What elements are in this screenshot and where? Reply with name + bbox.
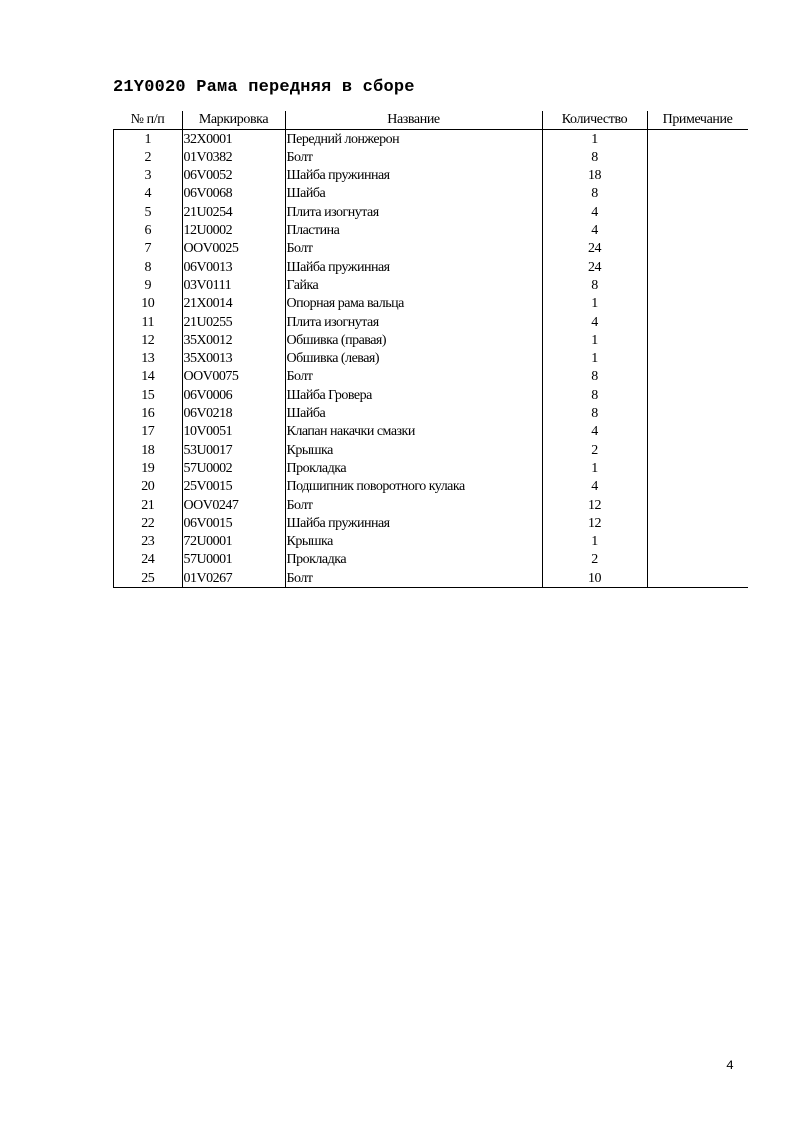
table-row: [114, 551, 748, 569]
table-row: [114, 185, 748, 203]
cell-qty: 1: [542, 130, 647, 149]
cell-name: Шайба пружинная: [285, 514, 542, 532]
cell-qty: 1: [542, 459, 647, 477]
cell-note: [647, 478, 748, 496]
cell-num: 21: [114, 496, 183, 514]
cell-mark: 06V0068: [182, 185, 285, 203]
table-row: [114, 258, 748, 276]
cell-mark: 21U0255: [182, 313, 285, 331]
table-row: [114, 313, 748, 331]
cell-note: [647, 386, 748, 404]
cell-note: [647, 368, 748, 386]
table-row: [114, 350, 748, 368]
cell-note: [647, 276, 748, 294]
cell-qty: 8: [542, 185, 647, 203]
cell-mark: 35X0012: [182, 331, 285, 349]
cell-mark: 25V0015: [182, 478, 285, 496]
cell-num: 13: [114, 350, 183, 368]
table-row: [114, 569, 748, 588]
cell-qty: 18: [542, 167, 647, 185]
cell-name: Шайба: [285, 185, 542, 203]
table-row: [114, 423, 748, 441]
cell-mark: OOV0075: [182, 368, 285, 386]
cell-qty: 4: [542, 203, 647, 221]
cell-num: 12: [114, 331, 183, 349]
header-name: Название: [285, 111, 542, 130]
cell-name: Плита изогнутая: [285, 313, 542, 331]
cell-mark: 72U0001: [182, 533, 285, 551]
cell-note: [647, 167, 748, 185]
cell-mark: 57U0002: [182, 459, 285, 477]
cell-num: 25: [114, 569, 183, 588]
table-row: [114, 167, 748, 185]
table-row: [114, 459, 748, 477]
cell-name: Прокладка: [285, 551, 542, 569]
cell-num: 1: [114, 130, 183, 149]
cell-name: Клапан накачки смазки: [285, 423, 542, 441]
parts-table: [113, 111, 748, 588]
cell-name: Подшипник поворотного кулака: [285, 478, 542, 496]
table-row: [114, 514, 748, 532]
cell-qty: 1: [542, 295, 647, 313]
cell-mark: OOV0025: [182, 240, 285, 258]
cell-mark: 21U0254: [182, 203, 285, 221]
cell-note: [647, 331, 748, 349]
cell-name: Болт: [285, 496, 542, 514]
cell-name: Плита изогнутая: [285, 203, 542, 221]
cell-num: 19: [114, 459, 183, 477]
table-row: [114, 148, 748, 166]
cell-note: [647, 514, 748, 532]
cell-mark: 06V0006: [182, 386, 285, 404]
cell-name: Шайба пружинная: [285, 167, 542, 185]
table-row: [114, 331, 748, 349]
cell-note: [647, 313, 748, 331]
cell-num: 10: [114, 295, 183, 313]
cell-mark: 53U0017: [182, 441, 285, 459]
cell-num: 7: [114, 240, 183, 258]
cell-num: 17: [114, 423, 183, 441]
cell-name: Гайка: [285, 276, 542, 294]
cell-note: [647, 221, 748, 239]
cell-num: 9: [114, 276, 183, 294]
header-note: Примечание: [647, 111, 748, 130]
cell-qty: 12: [542, 514, 647, 532]
cell-mark: 57U0001: [182, 551, 285, 569]
cell-qty: 10: [542, 569, 647, 588]
cell-qty: 2: [542, 441, 647, 459]
cell-name: Болт: [285, 569, 542, 588]
cell-note: [647, 295, 748, 313]
parts-table-body: [114, 130, 748, 588]
cell-note: [647, 350, 748, 368]
cell-note: [647, 404, 748, 422]
cell-note: [647, 496, 748, 514]
cell-name: Шайба пружинная: [285, 258, 542, 276]
cell-qty: 1: [542, 350, 647, 368]
cell-note: [647, 148, 748, 166]
cell-qty: 8: [542, 386, 647, 404]
table-row: [114, 496, 748, 514]
cell-note: [647, 240, 748, 258]
cell-name: Обшивка (левая): [285, 350, 542, 368]
cell-qty: 4: [542, 423, 647, 441]
cell-note: [647, 258, 748, 276]
table-row: [114, 404, 748, 422]
cell-name: Передний лонжерон: [285, 130, 542, 149]
cell-name: Прокладка: [285, 459, 542, 477]
cell-note: [647, 569, 748, 588]
cell-qty: 1: [542, 331, 647, 349]
table-row: [114, 240, 748, 258]
cell-qty: 2: [542, 551, 647, 569]
table-row: [114, 295, 748, 313]
cell-mark: 06V0218: [182, 404, 285, 422]
cell-num: 22: [114, 514, 183, 532]
cell-num: 14: [114, 368, 183, 386]
cell-note: [647, 423, 748, 441]
cell-qty: 4: [542, 221, 647, 239]
cell-mark: 35X0013: [182, 350, 285, 368]
cell-num: 5: [114, 203, 183, 221]
header-mark: Маркировка: [182, 111, 285, 130]
cell-num: 3: [114, 167, 183, 185]
cell-mark: 12U0002: [182, 221, 285, 239]
cell-note: [647, 533, 748, 551]
cell-qty: 4: [542, 313, 647, 331]
table-row: [114, 478, 748, 496]
cell-mark: 06V0015: [182, 514, 285, 532]
table-row: [114, 386, 748, 404]
table-row: [114, 276, 748, 294]
cell-qty: 24: [542, 258, 647, 276]
cell-mark: 06V0052: [182, 167, 285, 185]
cell-qty: 8: [542, 148, 647, 166]
cell-mark: 10V0051: [182, 423, 285, 441]
cell-num: 6: [114, 221, 183, 239]
table-row: [114, 203, 748, 221]
cell-num: 16: [114, 404, 183, 422]
cell-note: [647, 441, 748, 459]
cell-name: Обшивка (правая): [285, 331, 542, 349]
cell-mark: 03V0111: [182, 276, 285, 294]
cell-name: Болт: [285, 240, 542, 258]
cell-num: 23: [114, 533, 183, 551]
cell-note: [647, 185, 748, 203]
cell-name: Шайба Гровера: [285, 386, 542, 404]
page-title: 21Y0020 Рама передняя в сборе: [113, 78, 415, 97]
cell-mark: 06V0013: [182, 258, 285, 276]
cell-qty: 1: [542, 533, 647, 551]
cell-num: 20: [114, 478, 183, 496]
header-num: № п/п: [114, 111, 183, 130]
header-qty: Количество: [542, 111, 647, 130]
table-header-row: [114, 111, 748, 130]
table-row: [114, 221, 748, 239]
table-row: [114, 441, 748, 459]
cell-mark: 01V0267: [182, 569, 285, 588]
cell-mark: 01V0382: [182, 148, 285, 166]
cell-note: [647, 130, 748, 149]
cell-mark: 21X0014: [182, 295, 285, 313]
cell-qty: 24: [542, 240, 647, 258]
table-row: [114, 130, 748, 149]
cell-note: [647, 203, 748, 221]
cell-name: Опорная рама вальца: [285, 295, 542, 313]
page-number: 4: [726, 1058, 734, 1073]
cell-qty: 8: [542, 276, 647, 294]
cell-name: Крышка: [285, 441, 542, 459]
cell-num: 11: [114, 313, 183, 331]
cell-name: Болт: [285, 148, 542, 166]
cell-name: Шайба: [285, 404, 542, 422]
table-row: [114, 533, 748, 551]
cell-num: 4: [114, 185, 183, 203]
cell-mark: OOV0247: [182, 496, 285, 514]
table-row: [114, 368, 748, 386]
cell-name: Пластина: [285, 221, 542, 239]
cell-num: 8: [114, 258, 183, 276]
cell-mark: 32X0001: [182, 130, 285, 149]
cell-qty: 8: [542, 368, 647, 386]
cell-note: [647, 459, 748, 477]
cell-qty: 12: [542, 496, 647, 514]
cell-num: 18: [114, 441, 183, 459]
cell-qty: 4: [542, 478, 647, 496]
cell-num: 2: [114, 148, 183, 166]
cell-name: Болт: [285, 368, 542, 386]
cell-name: Крышка: [285, 533, 542, 551]
cell-num: 24: [114, 551, 183, 569]
cell-num: 15: [114, 386, 183, 404]
cell-note: [647, 551, 748, 569]
cell-qty: 8: [542, 404, 647, 422]
